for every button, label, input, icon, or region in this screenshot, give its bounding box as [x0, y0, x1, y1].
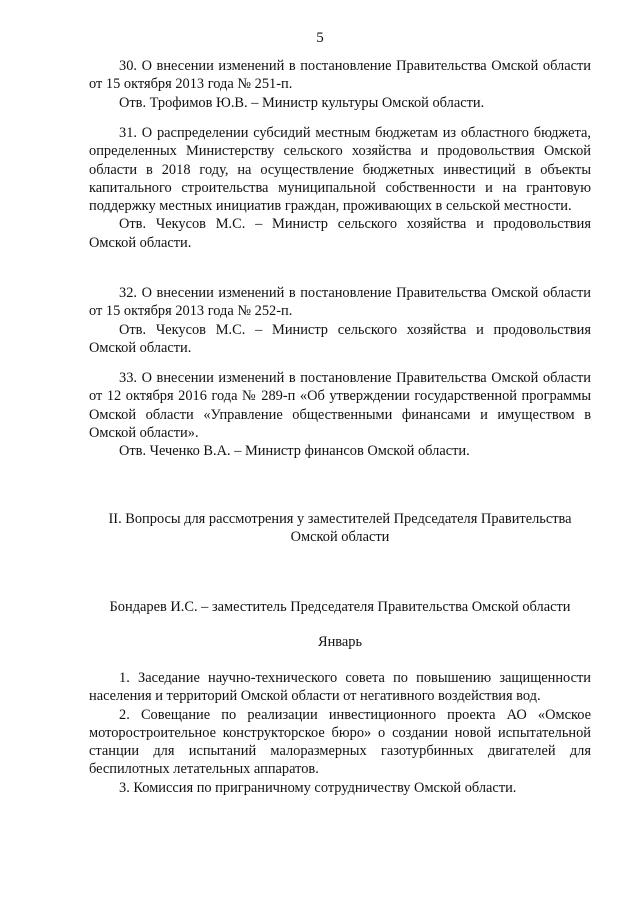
list-item: 3. Комиссия по приграничному сотрудничеству Омской области. [119, 779, 517, 796]
agenda-item-32 [89, 284, 591, 357]
agenda-item-text: 31. О распределении субсидий местным бюджетам из областного бюджета, определенных Министерству сельского хозяйства и продовольствия Омской области в 2018 году, на осуществление бюджетных инвестиций в объекты капитального строительства муниципальной собственности и на грантовую поддержку местных инициатив граждан, проживающих в сельской местности. [89, 125, 591, 215]
agenda-item-text: 30. О внесении изменений в постановление Правительства Омской области от 15 октября 2013 года № 251-п. [89, 58, 591, 93]
agenda-item-responsible: Отв. Трофимов Ю.В. – Министр культуры Омской области. [119, 94, 485, 111]
page-number: 5 [316, 30, 324, 46]
january-list [89, 669, 591, 797]
list-item: 2. Совещание по реализации инвестиционного проекта АО «Омское моторостроительное конструкторское бюро» о создании новой испытательной станции для испытаний малоразмерных газотурбинных двигателей для беспилотных летательных аппаратов. [89, 706, 591, 778]
agenda-item-text: 33. О внесении изменений в постановление Правительства Омской области от 12 октября 2016 года № 289-п «Об утверждении государственной программы Омской области «Управление общественными финансами и имуществом в Омской области». [89, 370, 591, 441]
agenda-item-30 [89, 57, 591, 112]
agenda-item-responsible: Отв. Чекусов М.С. – Министр сельского хозяйства и продовольствия Омской области. [89, 216, 591, 251]
section-heading: II. Вопросы для рассмотрения у заместителей Председателя Правительства Омской области [108, 511, 572, 546]
agenda-item-text: 32. О внесении изменений в постановление Правительства Омской области от 15 октября 2013 года № 252-п. [89, 285, 591, 320]
deputy-heading: Бондарев И.С. – заместитель Председателя Правительства Омской области [109, 599, 571, 615]
agenda-item-responsible: Отв. Чеченко В.А. – Министр финансов Омской области. [119, 443, 470, 460]
list-item: 1. Заседание научно-технического совета по повышению защищенности населения и территорий Омской области от негативного воздействия вод. [89, 670, 591, 705]
month-heading: Январь [317, 634, 363, 650]
agenda-item-31 [89, 124, 591, 252]
agenda-item-responsible: Отв. Чекусов М.С. – Министр сельского хозяйства и продовольствия Омской области. [89, 321, 591, 356]
agenda-item-33 [89, 369, 591, 460]
